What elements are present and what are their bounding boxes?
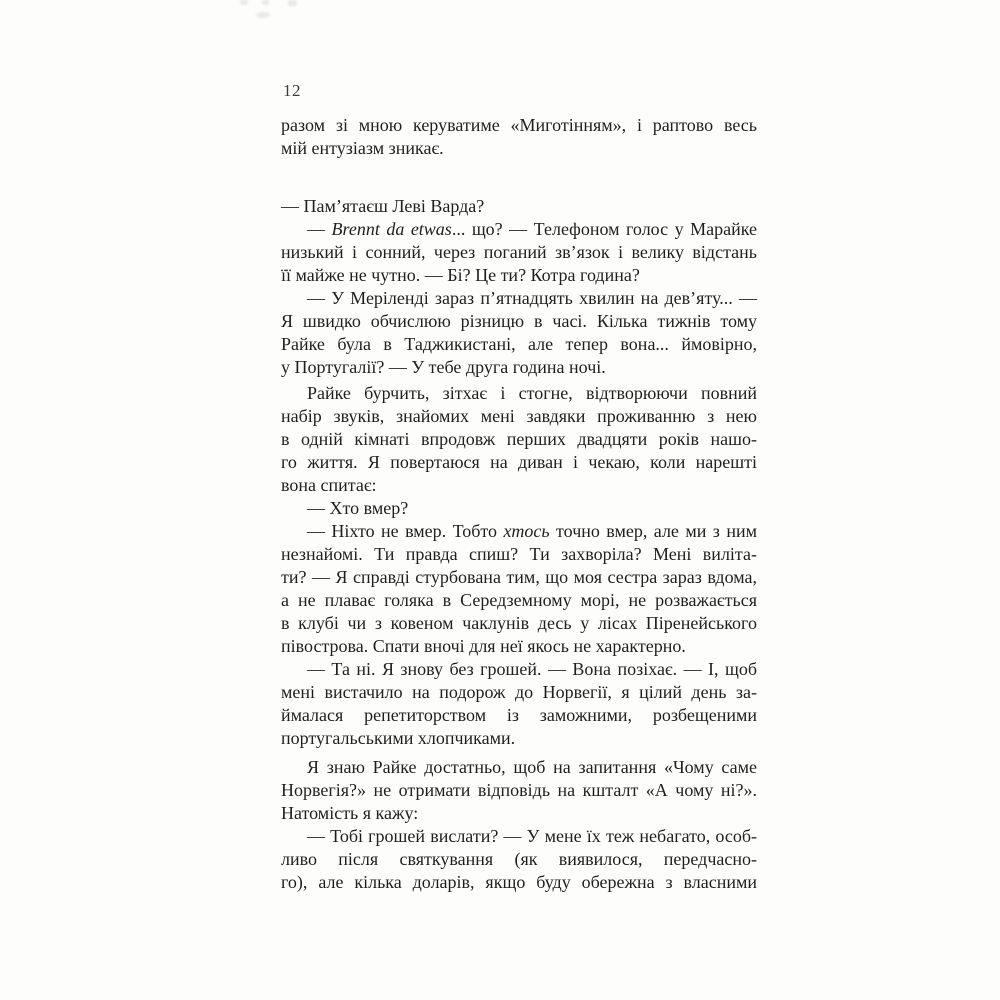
paragraph (281, 756, 757, 825)
text-run: мені вистачило на подорож до Норвегії, я цілий день за- (281, 682, 757, 702)
text-run: мій ентузіазм зникає. (281, 138, 444, 158)
text-line (281, 310, 757, 333)
text-line (281, 635, 757, 658)
scan-artifact (256, 12, 270, 18)
text-run: а не плаває голяка в Середземному морі, не розважається (281, 590, 757, 610)
text-line (281, 241, 757, 264)
paragraph (281, 218, 757, 287)
text-line (281, 825, 757, 848)
text-run: Натомість я кажу: (281, 803, 419, 823)
text-line (281, 428, 757, 451)
text-line (281, 287, 757, 310)
text-run: незнайомі. Ти правда спиш? Ти захворіла? Мені виліта- (281, 544, 757, 564)
text-run: її майже не чутно. — Бі? Це ти? Котра година? (281, 265, 640, 285)
text-line (281, 848, 757, 871)
text-run: — У Меріленді зараз п’ятнадцять хвилин на дев’яту... — (307, 288, 757, 308)
text-line (281, 589, 757, 612)
text-run: в клубі чи з ковеном чаклунів десь у лісах Піренейського (281, 613, 757, 633)
text-run: вона спитає: (281, 475, 377, 495)
text-line (281, 497, 757, 520)
text-line (281, 658, 757, 681)
paragraph (281, 520, 757, 658)
text-run: — Хто вмер? (307, 498, 409, 518)
text-line (281, 218, 757, 241)
text-line (281, 137, 757, 160)
paragraph (281, 497, 757, 520)
text-run: у Португалії? — У тебе друга година ночі. (281, 357, 606, 377)
text-line (281, 543, 757, 566)
text-line (281, 356, 757, 379)
text-line (281, 333, 757, 356)
italic-text-run: Brennt da etwas (331, 219, 452, 239)
text-run: португальськими хлопчиками. (281, 728, 516, 748)
text-run: Норвегія?» не отримати відповідь на кшталт «А чому ні?». (281, 780, 757, 800)
text-line (281, 779, 757, 802)
text-run: ти? — Я справді стурбована тим, що моя сестра зараз вдома, (281, 567, 757, 587)
text-line (281, 195, 757, 218)
text-run: набір звуків, знайомих мені завдяки проживанню з нею (281, 406, 757, 426)
text-run: — Тобі грошей вислати? — У мене їх теж небагато, особ- (307, 826, 757, 846)
text-line (281, 520, 757, 543)
text-run: Я швидко обчислюю різницю в часі. Кілька тижнів тому (281, 311, 757, 331)
text-line (281, 612, 757, 635)
text-line (281, 264, 757, 287)
text-line (281, 382, 757, 405)
text-run: Райке бурчить, зітхає і стогне, відтворюючи повний (307, 383, 757, 403)
scan-artifact (288, 0, 297, 6)
text-run: — Пам’ятаєш Леві Варда? (281, 196, 485, 216)
text-line (281, 704, 757, 727)
text-line (281, 474, 757, 497)
text-run: ливо після святкування (як виявилося, передчасно- (281, 849, 757, 869)
paragraph (281, 825, 757, 894)
text-run: — Та ні. Я знову без грошей. — Вона позіхає. — І, щоб (307, 659, 757, 679)
text-run: півострова. Спати вночі для неї якось не характерно. (281, 636, 686, 656)
scan-artifact (240, 0, 248, 5)
text-run: Райке була в Таджикистані, але тепер вона... ймовірно, (281, 334, 757, 354)
paragraph (281, 658, 757, 750)
text-run: низький і сонний, через поганий зв’язок і велику відстань (281, 242, 757, 262)
text-line (281, 566, 757, 589)
text-line (281, 405, 757, 428)
paragraph (281, 114, 757, 160)
text-run: Я знаю Райке достатньо, щоб на запитання «Чому саме (307, 757, 757, 777)
page-number: 12 (283, 81, 301, 100)
text-run: в одній кімнаті впродовж перших двадцяти років нашо- (281, 429, 757, 449)
text-line (281, 114, 757, 137)
paragraph (281, 195, 757, 218)
text-run: ймалася репетиторством із заможними, розбещеними (281, 705, 757, 725)
text-run: ... що? — Телефоном голос у Марайке (451, 219, 758, 239)
text-run: го життя. Я повертаюся на диван і чекаю, коли нарешті (281, 452, 757, 472)
paragraph (281, 287, 757, 379)
text-line (281, 451, 757, 474)
text-line (281, 871, 757, 894)
text-run: разом зі мною керуватиме «Миготінням», і раптово весь (281, 115, 757, 135)
text-run: точно вмер, але ми з ним (549, 521, 757, 541)
text-line (281, 727, 757, 750)
text-block (281, 114, 757, 894)
text-line (281, 756, 757, 779)
italic-text-run: хтось (503, 521, 550, 541)
text-run: — Ніхто не вмер. Тобто (307, 521, 504, 541)
text-line (281, 802, 757, 825)
scan-artifact (262, 0, 269, 5)
text-run: — (307, 219, 332, 239)
text-line (281, 681, 757, 704)
text-run: го), але кілька доларів, якщо буду обережна з власними (281, 872, 757, 892)
paragraph (281, 382, 757, 497)
